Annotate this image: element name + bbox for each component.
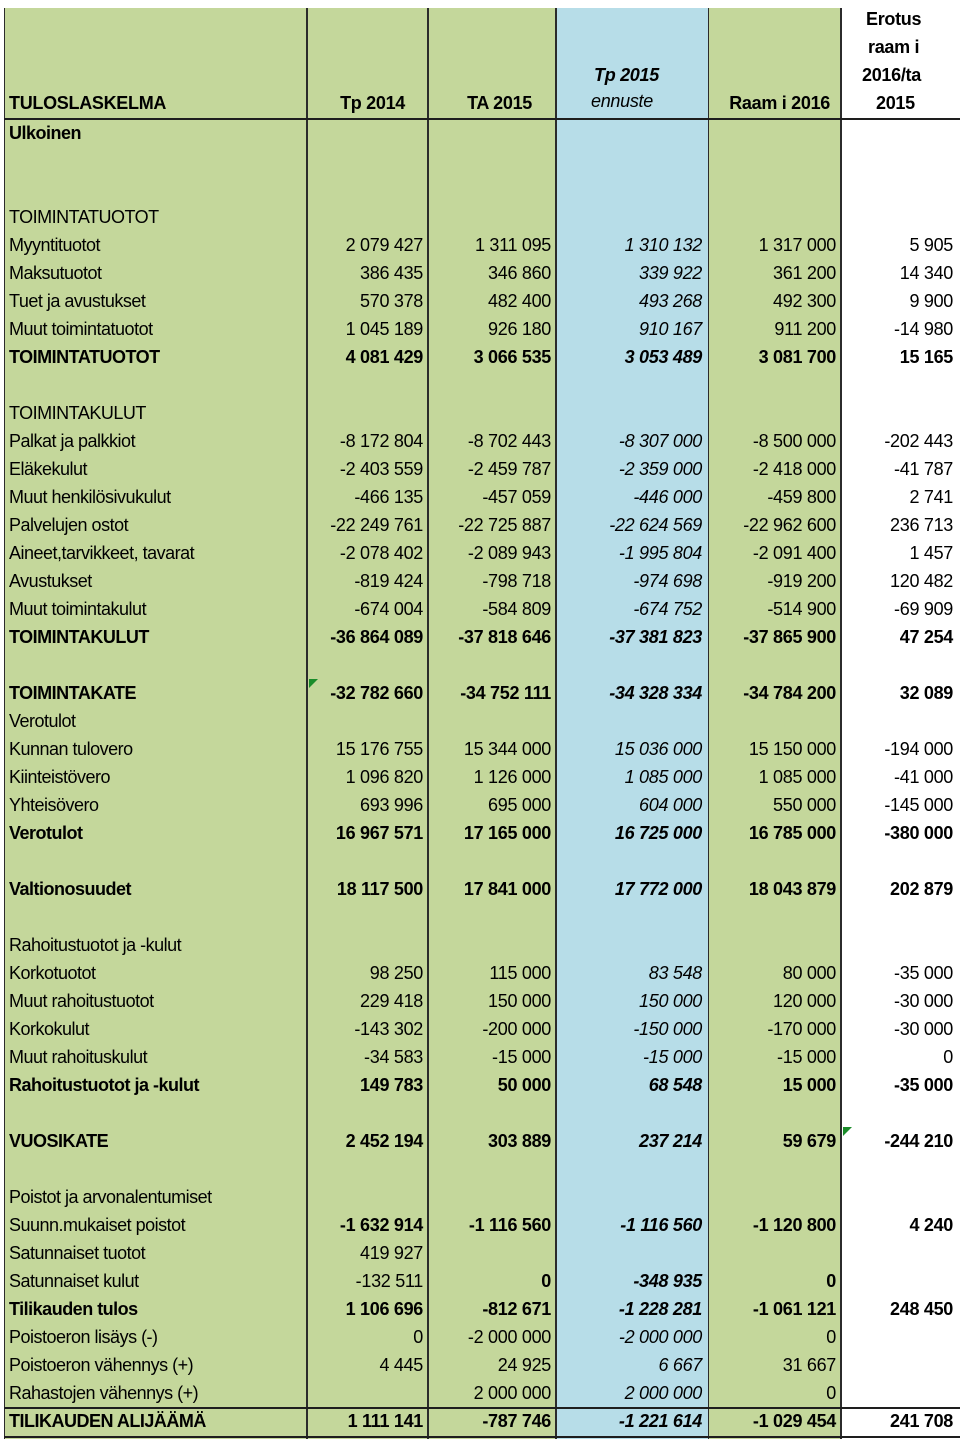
cell-tp2015-ennuste: -8 307 000	[618, 431, 702, 451]
table-row	[0, 455, 960, 483]
row-label: Satunnaiset kulut	[9, 1271, 139, 1291]
cell-raami2016: -459 800	[767, 487, 836, 507]
table-row	[0, 1239, 960, 1267]
row-label: Suunn.mukaiset poistot	[9, 1215, 186, 1235]
table-row	[0, 1267, 960, 1295]
cell-tp2015-ennuste: 910 167	[639, 319, 702, 339]
cell-tp2015-ennuste: 1 085 000	[624, 767, 702, 787]
table-row	[0, 315, 960, 343]
cell-tp2014: 1 096 820	[345, 767, 423, 787]
cell-ta2015: 3 066 535	[473, 347, 551, 367]
cell-tp2015-ennuste: 150 000	[639, 991, 702, 1011]
row-label: Muut toimintatuotot	[9, 319, 153, 339]
col-header-erotus-line4: 2015	[876, 93, 915, 113]
cell-erotus: 120 482	[890, 571, 953, 591]
table-row	[0, 399, 960, 427]
cell-tp2014: 2 079 427	[345, 235, 423, 255]
cell-tp2015-ennuste: 3 053 489	[624, 347, 702, 367]
cell-ta2015: 15 344 000	[463, 739, 551, 759]
col-header-ta2015: TA 2015	[467, 93, 532, 113]
row-label: Aineet,tarvikkeet, tavarat	[9, 543, 195, 563]
table-row	[0, 567, 960, 595]
cell-ta2015: -2 000 000	[467, 1327, 551, 1347]
cell-raami2016: -15 000	[777, 1047, 836, 1067]
cell-tp2014: 4 445	[379, 1355, 423, 1375]
cell-erotus: 1 457	[909, 543, 953, 563]
cell-raami2016: 59 679	[782, 1131, 836, 1151]
table-row	[0, 1323, 960, 1351]
cell-ta2015: 115 000	[489, 963, 551, 983]
cell-tp2015-ennuste: -37 381 823	[609, 627, 702, 647]
cell-raami2016: 0	[826, 1327, 836, 1347]
cell-tp2015-ennuste: 6 667	[658, 1355, 702, 1375]
cell-tp2015-ennuste: -674 752	[633, 599, 702, 619]
row-label: TOIMINTAKULUT	[9, 627, 149, 647]
total-top-line	[4, 1407, 960, 1409]
cell-raami2016: 1 085 000	[758, 767, 836, 787]
row-label: Palvelujen ostot	[9, 515, 129, 535]
cell-raami2016: -34 784 200	[743, 683, 836, 703]
table-row	[0, 931, 960, 959]
cell-tp2015-ennuste: 339 922	[639, 263, 702, 283]
cell-erotus: 47 254	[899, 627, 953, 647]
table-row	[0, 539, 960, 567]
cell-erotus: -244 210	[884, 1131, 953, 1151]
cell-ta2015: -8 702 443	[467, 431, 551, 451]
cell-ta2015: 150 000	[488, 991, 551, 1011]
table-row	[0, 203, 960, 231]
table-row	[0, 959, 960, 987]
cell-tp2014: 4 081 429	[345, 347, 423, 367]
cell-erotus: 241 708	[890, 1411, 953, 1431]
cell-erotus: 0	[943, 1047, 953, 1067]
col-header-raami2016: Raam i 2016	[729, 93, 830, 113]
row-label: Korkokulut	[9, 1019, 90, 1039]
spacer-row	[0, 903, 960, 931]
cell-erotus: -35 000	[894, 1075, 953, 1095]
cell-erotus: -35 000	[894, 963, 953, 983]
cell-raami2016: 3 081 700	[758, 347, 836, 367]
cell-tp2014: -1 632 914	[339, 1215, 423, 1235]
table-row	[0, 259, 960, 287]
cell-erotus: -145 000	[884, 795, 953, 815]
cell-raami2016: -1 120 800	[752, 1215, 836, 1235]
cell-erotus: 248 450	[890, 1299, 953, 1319]
table-title: TULOSLASKELMA	[9, 93, 167, 113]
table-row	[0, 1407, 960, 1435]
cell-tp2015-ennuste: -1 995 804	[618, 543, 702, 563]
cell-tp2014: -32 782 660	[330, 683, 423, 703]
table-row	[0, 1211, 960, 1239]
cell-tp2015-ennuste: -22 624 569	[609, 515, 702, 535]
cell-ta2015: 17 841 000	[463, 879, 551, 899]
row-label: Poistoeron vähennys (+)	[9, 1355, 194, 1375]
cell-erotus: 4 240	[909, 1215, 953, 1235]
cell-raami2016: 1 317 000	[758, 235, 836, 255]
cell-tp2014: 229 418	[360, 991, 423, 1011]
row-label: TOIMINTAKATE	[9, 683, 136, 703]
row-label: Myyntituotot	[9, 235, 101, 255]
cell-tp2015-ennuste: -348 935	[633, 1271, 702, 1291]
cell-tp2015-ennuste: -15 000	[643, 1047, 702, 1067]
row-label: Muut rahoituskulut	[9, 1047, 148, 1067]
table-row	[0, 1015, 960, 1043]
table-row	[0, 595, 960, 623]
cell-tp2014: 386 435	[360, 263, 423, 283]
cell-ta2015: 695 000	[488, 795, 551, 815]
table-row	[0, 763, 960, 791]
cell-erotus: 15 165	[899, 347, 953, 367]
col-header-tp2015-line1: Tp 2015	[594, 65, 659, 85]
row-label: Avustukset	[9, 571, 92, 591]
cell-erotus: -30 000	[894, 991, 953, 1011]
cell-ta2015: -2 459 787	[467, 459, 551, 479]
row-label: TILIKAUDEN ALIJÄÄMÄ	[9, 1411, 206, 1431]
cell-ta2015: 303 889	[488, 1131, 551, 1151]
col-header-erotus-line2: raam i	[868, 37, 920, 57]
table-row	[0, 875, 960, 903]
cell-erotus: 9 900	[909, 291, 953, 311]
cell-erotus: -14 980	[894, 319, 953, 339]
spacer-row	[0, 847, 960, 875]
cell-tp2014: 570 378	[360, 291, 423, 311]
table-row	[0, 287, 960, 315]
spacer-row	[0, 1155, 960, 1183]
cell-tp2014: -2 403 559	[339, 459, 423, 479]
cell-raami2016: -514 900	[767, 599, 836, 619]
cell-ta2015: 1 126 000	[473, 767, 551, 787]
cell-raami2016: 911 200	[774, 319, 836, 339]
cell-tp2014: -34 583	[364, 1047, 423, 1067]
row-label: Valtionosuudet	[9, 879, 132, 899]
table-row	[0, 343, 960, 371]
cell-raami2016: 18 043 879	[748, 879, 836, 899]
col-header-tp2015-line2: ennuste	[591, 91, 653, 111]
cell-tp2014: 1 106 696	[345, 1299, 423, 1319]
cell-tp2014: 1 045 189	[345, 319, 423, 339]
row-label: Poistot ja arvonalentumiset	[9, 1187, 212, 1207]
row-label: Tuet ja avustukset	[9, 291, 146, 311]
table-row	[0, 735, 960, 763]
cell-tp2014: 0	[413, 1327, 423, 1347]
cell-tp2015-ennuste: 83 548	[648, 963, 702, 983]
cell-ta2015: 24 925	[497, 1355, 551, 1375]
cell-tp2015-ennuste: 237 214	[639, 1131, 702, 1151]
cell-erotus: 5 905	[909, 235, 953, 255]
cell-tp2015-ennuste: -2 000 000	[618, 1327, 702, 1347]
cell-ta2015: 17 165 000	[463, 823, 551, 843]
cell-raami2016: 0	[826, 1383, 836, 1403]
cell-raami2016: 80 000	[782, 963, 836, 983]
cell-tp2014: -2 078 402	[339, 543, 423, 563]
cell-ta2015: 0	[541, 1271, 551, 1291]
cell-raami2016: 0	[826, 1271, 836, 1291]
spacer-row	[0, 651, 960, 679]
cell-tp2015-ennuste: 2 000 000	[624, 1383, 702, 1403]
cell-ta2015: 346 860	[488, 263, 551, 283]
row-label: Kunnan tulovero	[9, 739, 133, 759]
cell-raami2016: 361 200	[773, 263, 836, 283]
row-label: TOIMINTATUOTOT	[9, 347, 160, 367]
cell-raami2016: 492 300	[773, 291, 836, 311]
row-label: Muut henkilösivukulut	[9, 487, 171, 507]
cell-raami2016: 120 000	[773, 991, 836, 1011]
row-label: Korkotuotot	[9, 963, 96, 983]
row-label: Rahastojen vähennys (+)	[9, 1383, 199, 1403]
row-label: Rahoitustuotot ja -kulut	[9, 1075, 199, 1095]
cell-tp2014: 1 111 141	[347, 1411, 423, 1431]
cell-erotus: 236 713	[890, 515, 953, 535]
cell-raami2016: -919 200	[767, 571, 836, 591]
cell-tp2015-ennuste: -2 359 000	[618, 459, 702, 479]
table-row	[0, 987, 960, 1015]
cell-tp2015-ennuste: 1 310 132	[624, 235, 702, 255]
table-row	[0, 791, 960, 819]
cell-erotus: 202 879	[890, 879, 953, 899]
row-label: Verotulot	[9, 711, 76, 731]
cell-raami2016: -1 061 121	[752, 1299, 836, 1319]
cell-raami2016: -37 865 900	[743, 627, 836, 647]
row-label: Verotulot	[9, 823, 83, 843]
cell-raami2016: -170 000	[767, 1019, 836, 1039]
row-label: Muut rahoitustuotot	[9, 991, 154, 1011]
cell-tp2014: 98 250	[369, 963, 423, 983]
cell-raami2016: -22 962 600	[743, 515, 836, 535]
cell-tp2014: -143 302	[354, 1019, 423, 1039]
cell-erotus: -30 000	[894, 1019, 953, 1039]
cell-raami2016: -2 091 400	[752, 543, 836, 563]
cell-raami2016: 15 150 000	[748, 739, 836, 759]
row-label: Rahoitustuotot ja -kulut	[9, 935, 182, 955]
cell-tp2015-ennuste: -34 328 334	[609, 683, 702, 703]
cell-tp2014: 18 117 500	[336, 879, 423, 899]
table-row	[0, 231, 960, 259]
row-label: Maksutuotot	[9, 263, 102, 283]
cell-ta2015: -22 725 887	[458, 515, 551, 535]
cell-ta2015: -457 059	[482, 487, 551, 507]
cell-raami2016: 15 000	[782, 1075, 836, 1095]
row-label: TOIMINTAKULUT	[9, 403, 146, 423]
cell-ta2015: -798 718	[482, 571, 551, 591]
table-row	[0, 1295, 960, 1323]
cell-ta2015: -34 752 111	[460, 683, 551, 703]
cell-raami2016: -1 029 454	[752, 1411, 836, 1431]
cell-tp2014: 15 176 755	[335, 739, 423, 759]
cell-tp2014: 693 996	[360, 795, 423, 815]
cell-tp2014: -22 249 761	[330, 515, 423, 535]
table-row	[0, 623, 960, 651]
cell-erotus: -194 000	[884, 739, 953, 759]
cell-tp2014: -819 424	[354, 571, 423, 591]
cell-tp2015-ennuste: -150 000	[633, 1019, 702, 1039]
total-bottom-line	[4, 1436, 960, 1438]
cell-ta2015: -15 000	[492, 1047, 551, 1067]
row-label: Kiinteistövero	[9, 767, 111, 787]
cell-ta2015: -200 000	[482, 1019, 551, 1039]
cell-tp2014: -466 135	[354, 487, 423, 507]
cell-ta2015: -37 818 646	[458, 627, 551, 647]
table-row	[0, 679, 960, 707]
cell-tp2015-ennuste: -446 000	[633, 487, 702, 507]
cell-tp2015-ennuste: 15 036 000	[614, 739, 702, 759]
table-row	[0, 1071, 960, 1099]
table-row	[0, 511, 960, 539]
cell-tp2015-ennuste: 493 268	[639, 291, 702, 311]
cell-ta2015: 1 311 095	[474, 235, 551, 255]
cell-ta2015: 482 400	[488, 291, 551, 311]
table-row	[0, 707, 960, 735]
cell-ta2015: -2 089 943	[467, 543, 551, 563]
col-header-erotus-line3: 2016/ta	[862, 65, 921, 85]
cell-ta2015: 926 180	[488, 319, 551, 339]
table-row	[0, 1351, 960, 1379]
cell-tp2014: -132 511	[355, 1271, 423, 1291]
cell-ta2015: -584 809	[482, 599, 551, 619]
cell-raami2016: 31 667	[782, 1355, 836, 1375]
cell-ta2015: -1 116 560	[468, 1215, 551, 1235]
cell-ta2015: 50 000	[497, 1075, 551, 1095]
section-row	[0, 119, 960, 147]
row-label: TOIMINTATUOTOT	[9, 207, 159, 227]
cell-erotus: -41 787	[894, 459, 953, 479]
row-label: Poistoeron lisäys (-)	[9, 1327, 158, 1347]
table-row	[0, 427, 960, 455]
cell-tp2015-ennuste: 68 548	[648, 1075, 702, 1095]
cell-raami2016: 16 785 000	[748, 823, 836, 843]
cell-tp2015-ennuste: 16 725 000	[614, 823, 702, 843]
cell-tp2015-ennuste: -1 116 560	[620, 1215, 702, 1235]
cell-tp2014: -36 864 089	[330, 627, 423, 647]
col-header-tp2014: Tp 2014	[340, 93, 405, 113]
cell-erotus: 14 340	[899, 263, 953, 283]
cell-tp2014: 419 927	[360, 1243, 423, 1263]
cell-erotus: 32 089	[899, 683, 953, 703]
cell-tp2014: -8 172 804	[339, 431, 423, 451]
comment-marker-icon	[309, 679, 318, 688]
row-label: VUOSIKATE	[9, 1131, 109, 1151]
cell-tp2014: 149 783	[360, 1075, 423, 1095]
table-row	[0, 819, 960, 847]
row-label: Muut toimintakulut	[9, 599, 147, 619]
cell-erotus: -202 443	[884, 431, 953, 451]
cell-erotus: 2 741	[909, 487, 953, 507]
row-label: Palkat ja palkkiot	[9, 431, 136, 451]
col-header-erotus-line1: Erotus	[866, 9, 922, 29]
table-row	[0, 483, 960, 511]
cell-ta2015: -787 746	[482, 1411, 551, 1431]
cell-tp2014: 16 967 571	[335, 823, 423, 843]
cell-erotus: -41 000	[894, 767, 953, 787]
row-label: Yhteisövero	[9, 795, 99, 815]
spacer-row	[0, 371, 960, 399]
table-row	[0, 1183, 960, 1211]
cell-tp2015-ennuste: -974 698	[633, 571, 702, 591]
cell-ta2015: 2 000 000	[473, 1383, 551, 1403]
row-label: Satunnaiset tuotot	[9, 1243, 146, 1263]
comment-marker-icon	[843, 1127, 852, 1136]
section-label: Ulkoinen	[9, 123, 82, 143]
cell-tp2014: 2 452 194	[345, 1131, 423, 1151]
cell-ta2015: -812 671	[482, 1299, 551, 1319]
row-label: Tilikauden tulos	[9, 1299, 138, 1319]
cell-tp2015-ennuste: -1 221 614	[618, 1411, 702, 1431]
cell-erotus: -380 000	[884, 823, 953, 843]
table-row	[0, 1043, 960, 1071]
cell-raami2016: -8 500 000	[752, 431, 836, 451]
cell-raami2016: -2 418 000	[752, 459, 836, 479]
cell-tp2014: -674 004	[354, 599, 423, 619]
table-row	[0, 1127, 960, 1155]
cell-raami2016: 550 000	[773, 795, 836, 815]
cell-tp2015-ennuste: 17 772 000	[614, 879, 702, 899]
spacer-row	[0, 1099, 960, 1127]
table-row	[0, 1379, 960, 1407]
cell-erotus: -69 909	[894, 599, 953, 619]
row-label: Eläkekulut	[9, 459, 88, 479]
cell-tp2015-ennuste: -1 228 281	[618, 1299, 702, 1319]
cell-tp2015-ennuste: 604 000	[639, 795, 702, 815]
